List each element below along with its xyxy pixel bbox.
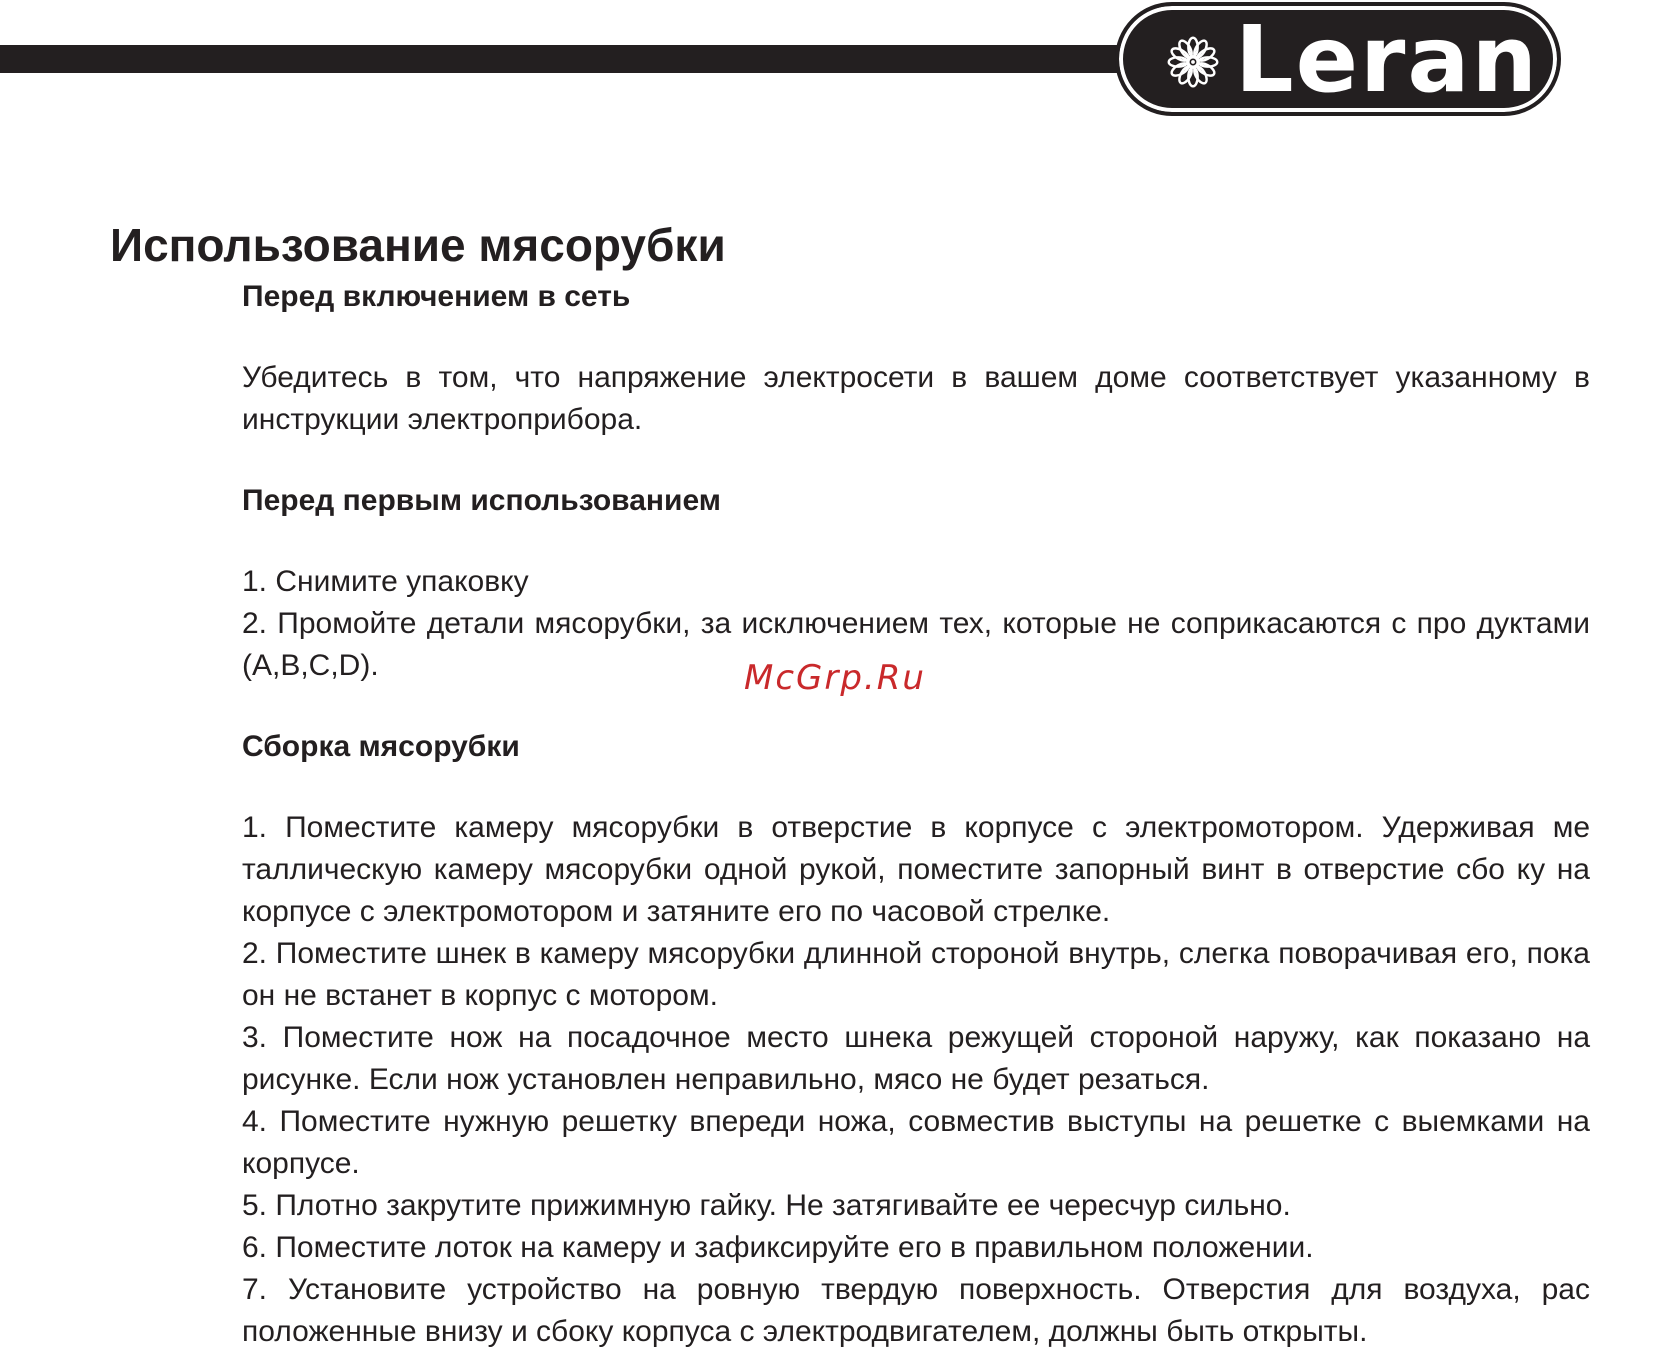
section-heading-power: Перед включением в сеть bbox=[242, 280, 631, 313]
logo-text: Leran bbox=[1235, 6, 1539, 113]
document-body bbox=[242, 273, 1590, 1353]
brand-logo bbox=[1115, 2, 1561, 116]
list-item: 1. Поместите камеру мясорубки в отверстие в корпусе с электромотором. Удерживая ме таллическую камеру мясорубки одной рукой, поместите запорный винт в отверстие сбо ку на корпусе с электромотором и затяните его по часовой стрелке. bbox=[242, 811, 1590, 928]
flower-logo-icon bbox=[1165, 34, 1221, 90]
list-item: 3. Поместите нож на посадочное место шнека режущей стороной наружу, как показано на рисунке. Если нож установлен неправильно, мясо не будет резаться. bbox=[242, 1021, 1590, 1096]
section-heading-first-use: Перед первым использованием bbox=[242, 484, 721, 517]
list-item: 6. Поместите лоток на камеру и зафиксируйте его в правильном положении. bbox=[242, 1231, 1314, 1264]
header-bar bbox=[0, 45, 1140, 73]
section-heading-assembly: Сборка мясорубки bbox=[242, 730, 520, 763]
list-item: 5. Плотно закрутите прижимную гайку. Не затягивайте ее чересчур сильно. bbox=[242, 1189, 1291, 1222]
list-item: 7. Установите устройство на ровную твердую поверхность. Отверстия для воздуха, рас положенные внизу и сбоку корпуса с электродвигателем, должны быть открыты. bbox=[242, 1273, 1590, 1348]
page-title: Использование мясорубки bbox=[110, 219, 726, 271]
watermark: McGrp.Ru bbox=[744, 658, 926, 698]
list-item: 4. Поместите нужную решетку впереди ножа, совместив выступы на решетке с выемками на корпусе. bbox=[242, 1105, 1590, 1180]
list-item: 2. Промойте детали мясорубки, за исключением тех, которые не соприкасаются с про дуктами (A,B,C,D). bbox=[242, 607, 1590, 682]
paragraph: Убедитесь в том, что напряжение электросети в вашем доме соответствует указанному в инструкции электроприбора. bbox=[242, 361, 1590, 436]
list-item: 1. Снимите упаковку bbox=[242, 565, 529, 598]
list-item: 2. Поместите шнек в камеру мясорубки длинной стороной внутрь, слегка поворачивая его, пока он не встанет в корпус с мотором. bbox=[242, 937, 1590, 1012]
